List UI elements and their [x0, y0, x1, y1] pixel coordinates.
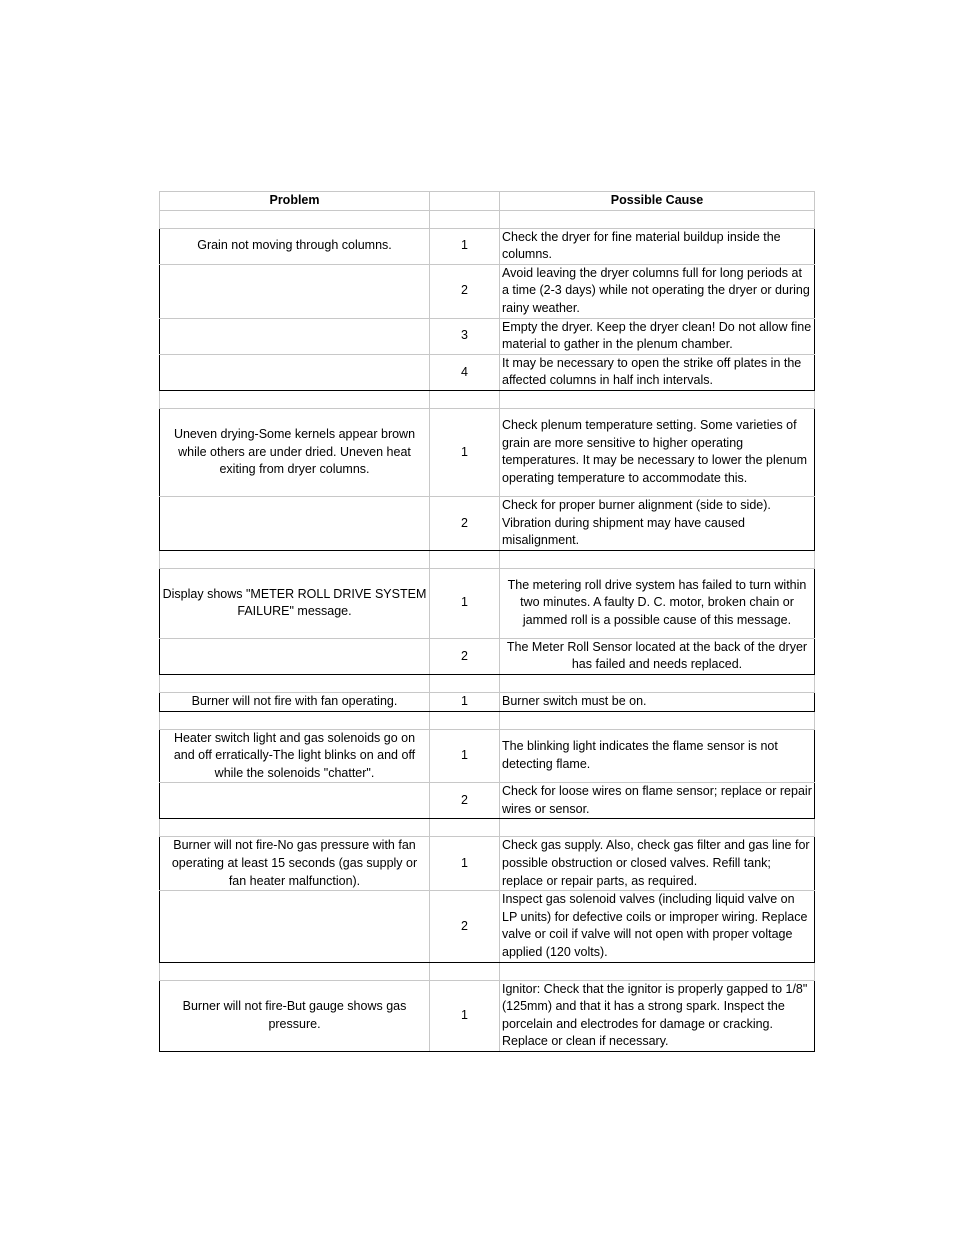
table-row [160, 568, 815, 638]
step-cell: 2 [430, 638, 500, 674]
cause-cell: Inspect gas solenoid valves (including liquid valve on LP units) for defective coils or improper wiring. Replace valve or coil if valve will not open with proper voltage applied (120 volts). [500, 891, 815, 962]
troubleshooting-table [159, 191, 815, 1052]
cause-cell: Check plenum temperature setting. Some varieties of grain are more sensitive to higher operating temperatures. It may be necessary to lower the plenum operating temperature to accommodate this. [500, 408, 815, 496]
table-row [160, 264, 815, 318]
step-cell: 1 [430, 729, 500, 783]
header-problem: Problem [160, 192, 430, 211]
table-row [160, 783, 815, 819]
spacer-row [160, 674, 815, 692]
cause-cell: The Meter Roll Sensor located at the back of the dryer has failed and needs replaced. [500, 638, 815, 674]
step-cell: 1 [430, 837, 500, 891]
spacer-row [160, 550, 815, 568]
cause-cell: Check for loose wires on flame sensor; replace or repair wires or sensor. [500, 783, 815, 819]
problem-cell: Burner will not fire with fan operating. [160, 692, 430, 711]
spacer-row [160, 210, 815, 228]
table-row [160, 729, 815, 783]
cause-cell: Check for proper burner alignment (side to side). Vibration during shipment may have caused misalignment. [500, 496, 815, 550]
table-row [160, 408, 815, 496]
step-cell: 1 [430, 228, 500, 264]
cause-cell: Burner switch must be on. [500, 692, 815, 711]
cause-cell: Check gas supply. Also, check gas filter and gas line for possible obstruction or closed valves. Refill tank; replace or repair parts, as required. [500, 837, 815, 891]
step-cell: 2 [430, 891, 500, 962]
table-row [160, 837, 815, 891]
step-cell: 1 [430, 980, 500, 1051]
spacer-row [160, 711, 815, 729]
problem-cell: Heater switch light and gas solenoids go on and off erratically-The light blinks on and off while the solenoids "chatter". [160, 729, 430, 783]
step-cell: 2 [430, 783, 500, 819]
step-cell: 4 [430, 354, 500, 390]
table-row [160, 891, 815, 962]
problem-cell: Uneven drying-Some kernels appear brown while others are under dried. Uneven heat exiting from dryer columns. [160, 408, 430, 496]
spacer-row [160, 819, 815, 837]
problem-cell: Burner will not fire-But gauge shows gas pressure. [160, 980, 430, 1051]
troubleshooting-sheet [159, 191, 814, 1052]
header-row [160, 192, 815, 211]
step-cell: 1 [430, 408, 500, 496]
table-row [160, 980, 815, 1051]
spacer-row [160, 390, 815, 408]
step-cell: 1 [430, 568, 500, 638]
table-row [160, 496, 815, 550]
step-cell: 1 [430, 692, 500, 711]
step-cell: 2 [430, 496, 500, 550]
step-cell: 3 [430, 318, 500, 354]
problem-cell: Grain not moving through columns. [160, 228, 430, 264]
problem-cell: Display shows "METER ROLL DRIVE SYSTEM FAILURE" message. [160, 568, 430, 638]
cause-cell: Empty the dryer. Keep the dryer clean! Do not allow fine material to gather in the plenum chamber. [500, 318, 815, 354]
problem-cell: Burner will not fire-No gas pressure with fan operating at least 15 seconds (gas supply or fan heater malfunction). [160, 837, 430, 891]
spacer-row [160, 962, 815, 980]
table-row [160, 318, 815, 354]
table-row [160, 354, 815, 390]
cause-cell: It may be necessary to open the strike off plates in the affected columns in half inch intervals. [500, 354, 815, 390]
cause-cell: The blinking light indicates the flame sensor is not detecting flame. [500, 729, 815, 783]
cause-cell: The metering roll drive system has failed to turn within two minutes. A faulty D. C. motor, broken chain or jammed roll is a possible cause of this message. [500, 568, 815, 638]
step-cell: 2 [430, 264, 500, 318]
cause-cell: Check the dryer for fine material buildup inside the columns. [500, 228, 815, 264]
header-cause: Possible Cause [500, 192, 815, 211]
table-row [160, 228, 815, 264]
table-row [160, 638, 815, 674]
header-step [430, 192, 500, 211]
cause-cell: Avoid leaving the dryer columns full for long periods at a time (2-3 days) while not operating the dryer or during rainy weather. [500, 264, 815, 318]
table-row [160, 692, 815, 711]
cause-cell: Ignitor: Check that the ignitor is properly gapped to 1/8" (125mm) and that it has a strong spark. Inspect the porcelain and electrodes for damage or cracking. Replace or clean if necessary. [500, 980, 815, 1051]
